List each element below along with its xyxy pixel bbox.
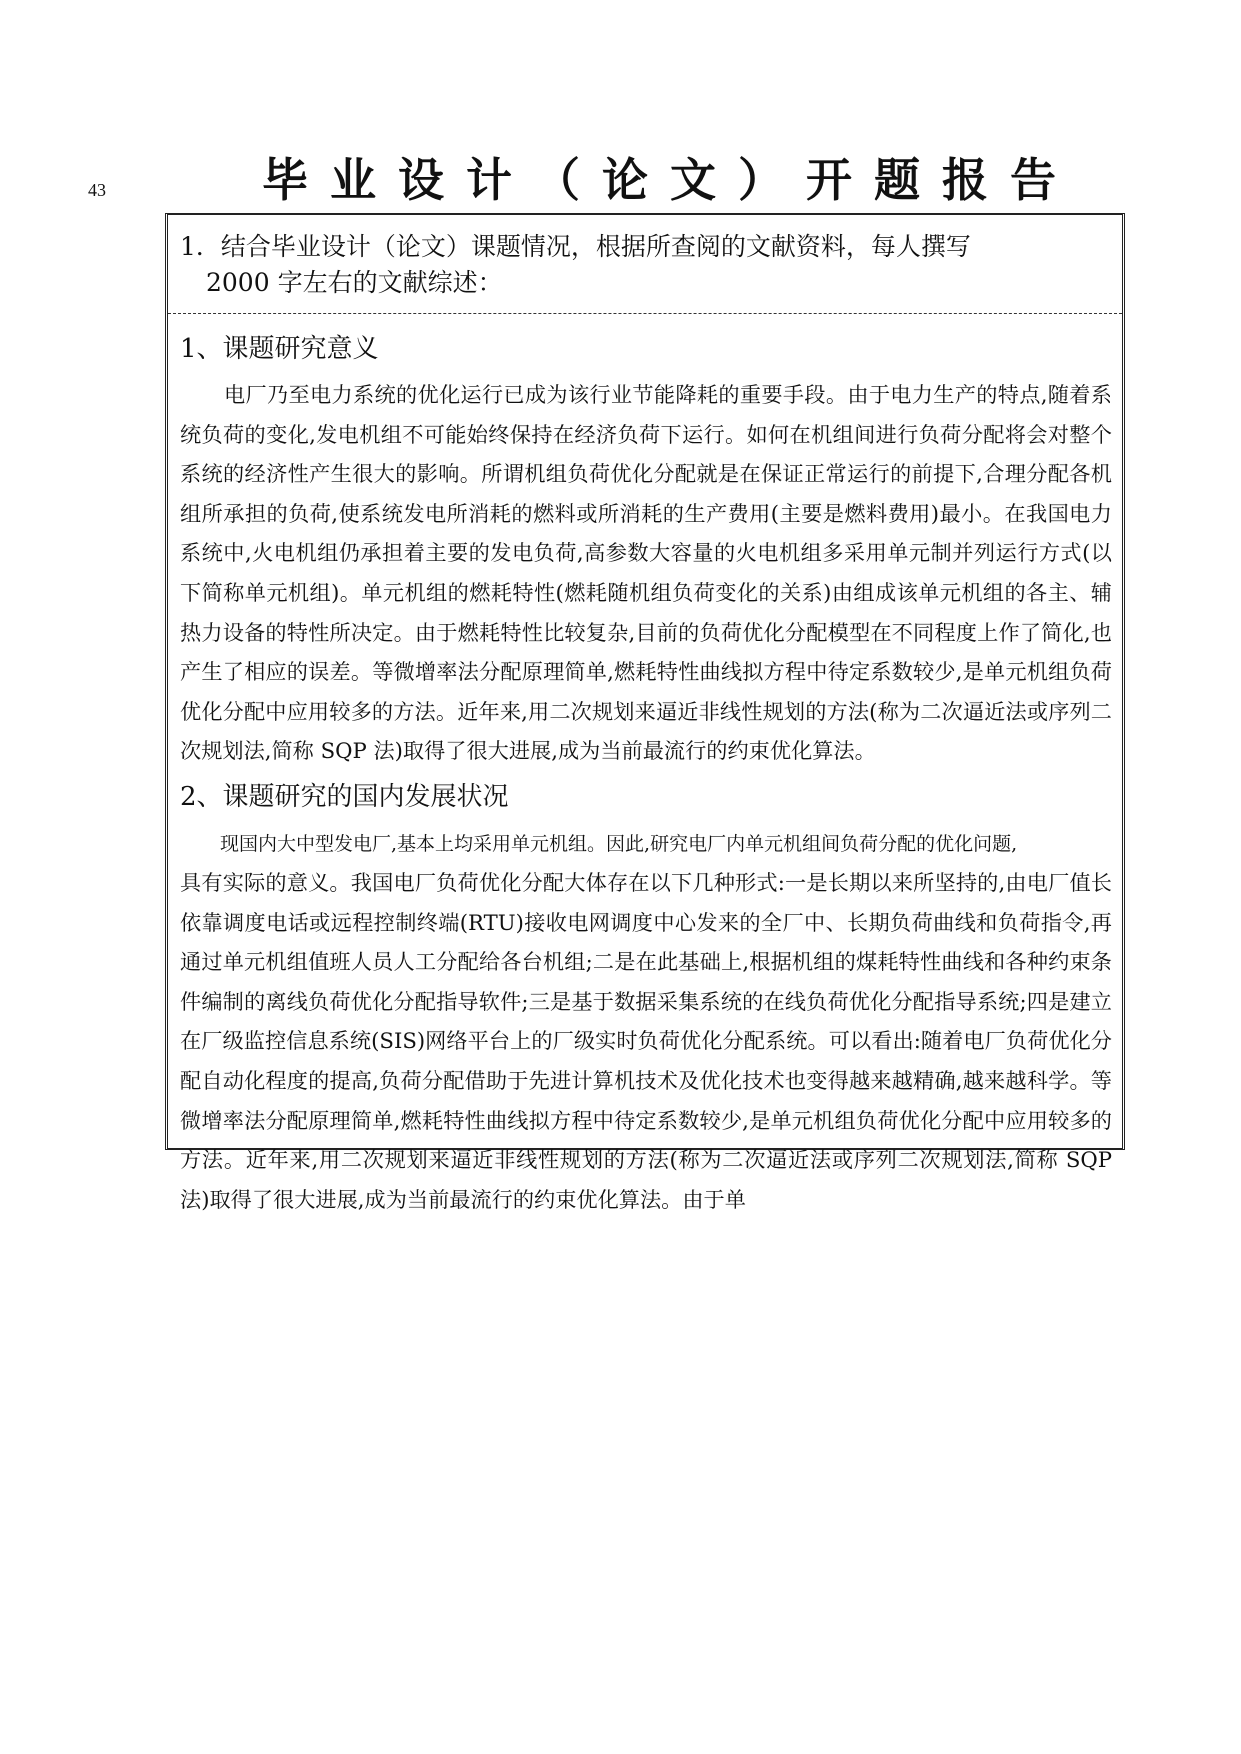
instruction-text: [180, 229, 1110, 301]
section-heading-significance: 1、课题研究意义: [180, 334, 379, 364]
dashed-divider: [168, 313, 1122, 314]
section-paragraph-significance: 电厂乃至电力系统的优化运行已成为该行业节能降耗的重要手段。由于电力生产的特点,随着系统负荷的变化,发电机组不可能始终保持在经济负荷下运行。如何在机组间进行负荷分配将会对整个系统的经济性产生很大的影响。所谓机组负荷优化分配就是在保证正常运行的前提下,合理分配各机组所承担的负荷,使系统发电所消耗的燃料或所消耗的生产费用(主要是燃料费用)最小。在我国电力系统中,火电机组仍承担着主要的发电负荷,高参数大容量的火电机组多采用单元制并列运行方式(以下简称单元机组)。单元机组的燃耗特性(燃耗随机组负荷变化的关系)由组成该单元机组的各主、辅热力设备的特性所决定。由于燃耗特性比较复杂,目前的负荷优化分配模型在不同程度上作了简化,也产生了相应的误差。等微增率法分配原理简单,燃耗特性曲线拟方程中待定系数较少,是单元机组负荷优化分配中应用较多的方法。近年来,用二次规划来逼近非线性规划的方法(称为二次逼近法或序列二次规划法,简称 SQP 法)取得了很大进展,成为当前最流行的约束优化算法。: [180, 382, 1112, 764]
section-first-line-domestic-status: 现国内大中型发电厂,基本上均采用单元机组。因此,研究电厂内单元机组间负荷分配的优化问题,: [220, 832, 1018, 855]
page-number: 43: [88, 180, 106, 200]
instruction-line-2: 2000 字左右的文献综述：: [206, 268, 503, 297]
literature-review-body: [180, 327, 1112, 1223]
page-title: 毕业设计（论文）开题报告: [262, 153, 1078, 207]
instruction-line-1: 1．结合毕业设计（论文）课题情况，根据所查阅的文献资料，每人撰写: [180, 232, 971, 261]
section-heading-domestic-status: 2、课题研究的国内发展状况: [180, 781, 509, 812]
report-form-box: [165, 213, 1125, 1212]
section-paragraph-domestic-status: 具有实际的意义。我国电厂负荷优化分配大体存在以下几种形式:一是长期以来所坚持的,由电厂值长依靠调度电话或远程控制终端(RTU)接收电网调度中心发来的全厂中、长期负荷曲线和负荷指令,再通过单元机组值班人员人工分配给各台机组;二是在此基础上,根据机组的煤耗特性曲线和各种约束条件编制的离线负荷优化分配指导软件;三是基于数据采集系统的在线负荷优化分配指导系统;四是建立在厂级监控信息系统(SIS)网络平台上的厂级实时负荷优化分配系统。可以看出:随着电厂负荷优化分配自动化程度的提高,负荷分配借助于先进计算机技术及优化技术也变得越来越精确,越来越科学。等微增率法分配原理简单,燃耗特性曲线拟方程中待定系数较少,是单元机组负荷优化分配中应用较多的方法。近年来,用二次规划来逼近非线性规划的方法(称为二次逼近法或序列二次规划法,简称 SQP 法)取得了很大进展,成为当前最流行的约束优化算法。由于单: [180, 869, 1112, 1212]
